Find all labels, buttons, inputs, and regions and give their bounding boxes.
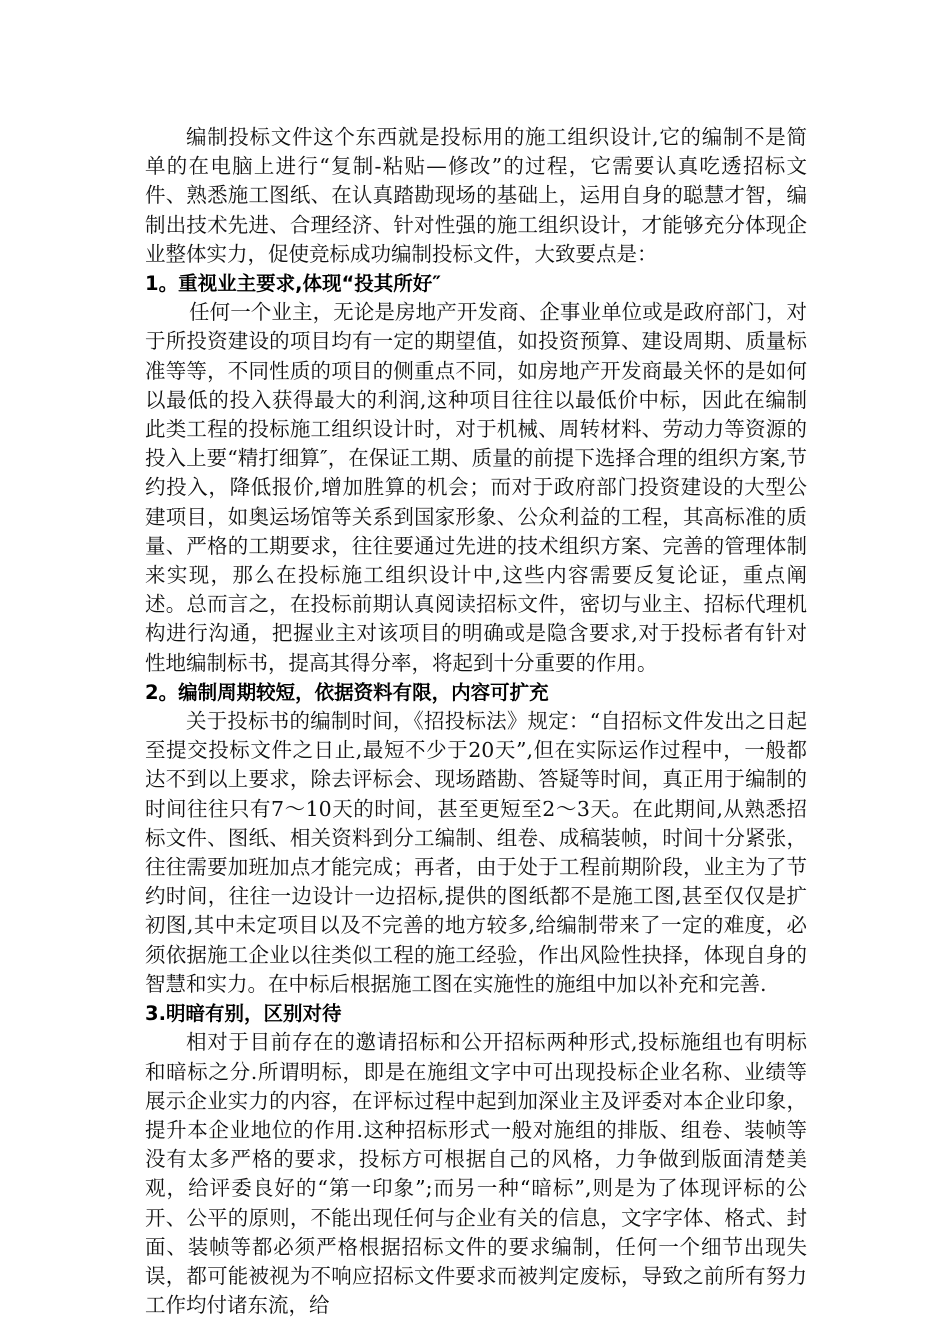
section-body-1: 任何一个业主，无论是房地产开发商、企事业单位或是政府部门，对于所投资建设的项目均有一定的期望值，如投资预算、建设周期、质量标准等等，不同性质的项目的侧重点不同，如房地产开发商最关怀的是如何以最低的投入获得最大的利润,这种项目往往以最低价中标，因此在编制此类工程的投标施工组织设计时，对于机械、周转材料、劳动力等资源的投入上要“精打细算″，在保证工期、质量的前提下选择合理的组织方案,节约投入，降低报价,增加胜算的机会；而对于政府部门投资建设的大型公建项目，如奥运场馆等关系到国家形象、公众利益的工程，其高标准的质量、严格的工期要求，往往要通过先进的技术组织方案、完善的管理体制来实现，那么在投标施工组织设计中,这些内容需要反复论证，重点阐述。总而言之，在投标前期认真阅读招标文件，密切与业主、招标代理机构进行沟通，把握业主对该项目的明确或是隐含要求,对于投标者有针对性地编制标书，提高其得分率，将起到十分重要的作用。 — [145, 300, 807, 675]
section-heading-3: 3.明暗有别，区别对待 — [145, 1002, 342, 1026]
intro-paragraph: 编制投标文件这个东西就是投标用的施工组织设计,它的编制不是简单的在电脑上进行“复制-粘贴—修改”的过程，它需要认真吃透招标文件、熟悉施工图纸、在认真踏勘现场的基础上，运用自身的聪慧才智，编制出技术先进、合理经济、针对性强的施工组织设计，才能够充分体现企业整体实力，促使竞标成功编制投标文件，大致要点是： — [145, 125, 807, 266]
section-body-3: 相对于目前存在的邀请招标和公开招标两种形式,投标施组也有明标和暗标之分.所谓明标，即是在施组文字中可出现投标企业名称、业绩等展示企业实力的内容，在评标过程中起到加深业主及评委对本企业印象，提升本企业地位的作用.这种招标形式一般对施组的排版、组卷、装帧等没有太多严格的要求，投标方可根据自己的风格，力争做到版面清楚美观，给评委良好的“第一印象”;而另一种“暗标”,则是为了体现评标的公开、公平的原则，不能出现任何与企业有关的信息，文字字体、格式、封面、装帧等都必须严格根据招标文件的要求编制，任何一个细节出现失误，都可能被视为不响应招标文件要求而被判定废标，导致之前所有努力工作均付诸东流，给 — [145, 1030, 807, 1318]
section-heading-1: 1。重视业主要求,体现“投其所好″ — [145, 272, 442, 296]
section-heading-2: 2。编制周期较短，依据资料有限，内容可扩充 — [145, 680, 549, 704]
document-page — [145, 123, 807, 1320]
section-body-2: 关于投标书的编制时间，《招投标法》规定：“自招标文件发出之日起至提交投标文件之日止,最短不少于20天”,但在实际运作过程中，一般都达不到以上要求，除去评标会、现场踏勘、答疑等时间，真正用于编制的时间往往只有7～10天的时间，甚至更短至2～3天。在此期间,从熟悉招标文件、图纸、相关资料到分工编制、组卷、成稿装帧，时间十分紧张，往往需要加班加点才能完成；再者，由于处于工程前期阶段，业主为了节约时间，往往一边设计一边招标,提供的图纸都不是施工图,甚至仅仅是扩初图,其中未定项目以及不完善的地方较多,给编制带来了一定的难度，必须依据施工企业以往类似工程的施工经验，作出风险性抉择，体现自身的智慧和实力。在中标后根据施工图在实施性的施组中加以补充和完善. — [145, 709, 807, 996]
